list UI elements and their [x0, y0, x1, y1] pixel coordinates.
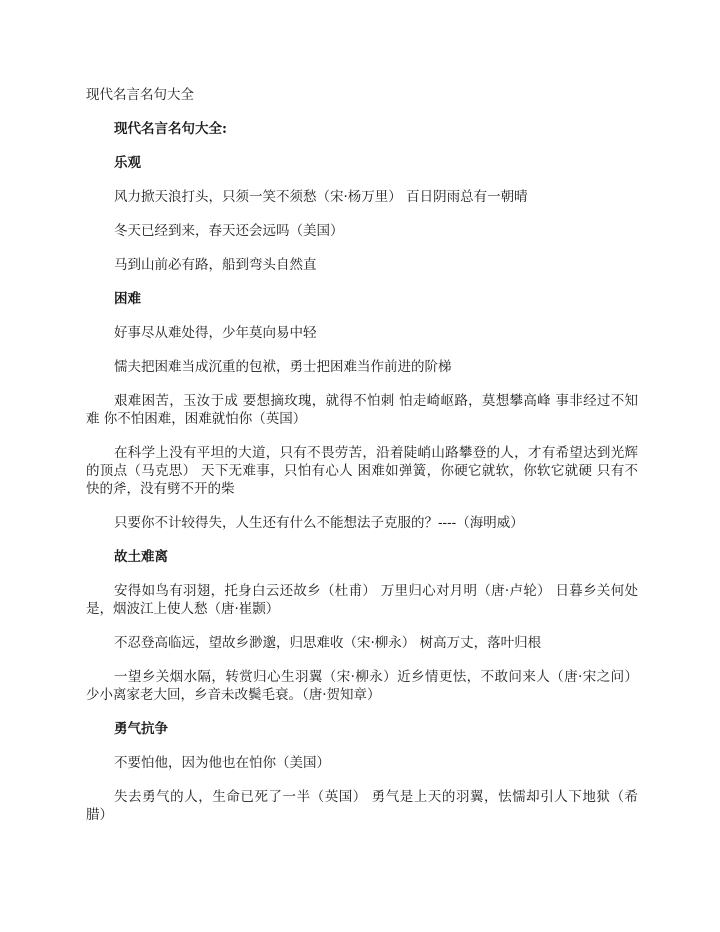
document-body — [86, 120, 638, 840]
section-title: 勇气抗争 — [114, 721, 168, 737]
quote-paragraph: 马到山前必有路，船到弯头自然直 — [114, 257, 317, 273]
quote-paragraph: 冬天已经到来，春天还会远吗（美国） — [114, 223, 344, 239]
section-title: 乐观 — [114, 155, 141, 171]
quote-paragraph: 不要怕他，因为他也在怕你（美国） — [114, 755, 330, 771]
section-difficulty — [86, 290, 638, 532]
quote-paragraph: 艰难困苦，玉汝于成 要想摘玫瑰，就得不怕刺 怕走崎岖路，莫想攀高峰 事非经过不知难 你不怕困难，困难就怕你（英国） — [86, 393, 638, 427]
quote-paragraph: 安得如鸟有羽翅，托身白云还故乡（杜甫） 万里归心对月明（唐·卢轮） 日暮乡关何处是，烟波江上使人愁（唐·崔颢） — [86, 583, 638, 617]
section-optimism — [86, 154, 638, 274]
section-courage — [86, 720, 638, 824]
quote-paragraph: 不忍登高临远，望故乡渺邈，归思难收（宋·柳永） 树高万丈，落叶归根 — [114, 635, 542, 651]
quote-paragraph: 懦夫把困难当成沉重的包袱，勇士把困难当作前进的阶梯 — [114, 359, 452, 375]
quote-paragraph: 只要你不计较得失，人生还有什么不能想法子克服的？----（海明威） — [114, 515, 524, 531]
document-title: 现代名言名句大全 — [86, 87, 194, 103]
document-subtitle: 现代名言名句大全: — [114, 121, 227, 137]
quote-paragraph: 失去勇气的人，生命已死了一半（英国） 勇气是上天的羽翼，怯懦却引人下地狱（希腊） — [86, 789, 638, 823]
section-title: 故土难离 — [114, 549, 168, 565]
section-title: 困难 — [114, 291, 141, 307]
quote-paragraph: 风力掀天浪打头，只须一笑不须愁（宋·杨万里） 百日阴雨总有一朝晴 — [114, 189, 528, 205]
quote-paragraph: 好事尽从难处得，少年莫向易中轻 — [114, 325, 317, 341]
section-homeland — [86, 548, 638, 704]
quote-paragraph: 一望乡关烟水隔，转赏归心生羽翼（宋·柳永）近乡情更怯，不敢问来人（唐·宋之问） 少小离家老大回，乡音未改鬓毛衰。（唐·贺知章） — [86, 669, 638, 703]
quote-paragraph: 在科学上没有平坦的大道，只有不畏劳苦，沿着陡峭山路攀登的人，才有希望达到光辉的顶点（马克思） 天下无难事，只怕有心人 困难如弹簧，你硬它就软，你软它就硬 只有不快的斧，没有劈不开的柴 — [86, 445, 638, 497]
